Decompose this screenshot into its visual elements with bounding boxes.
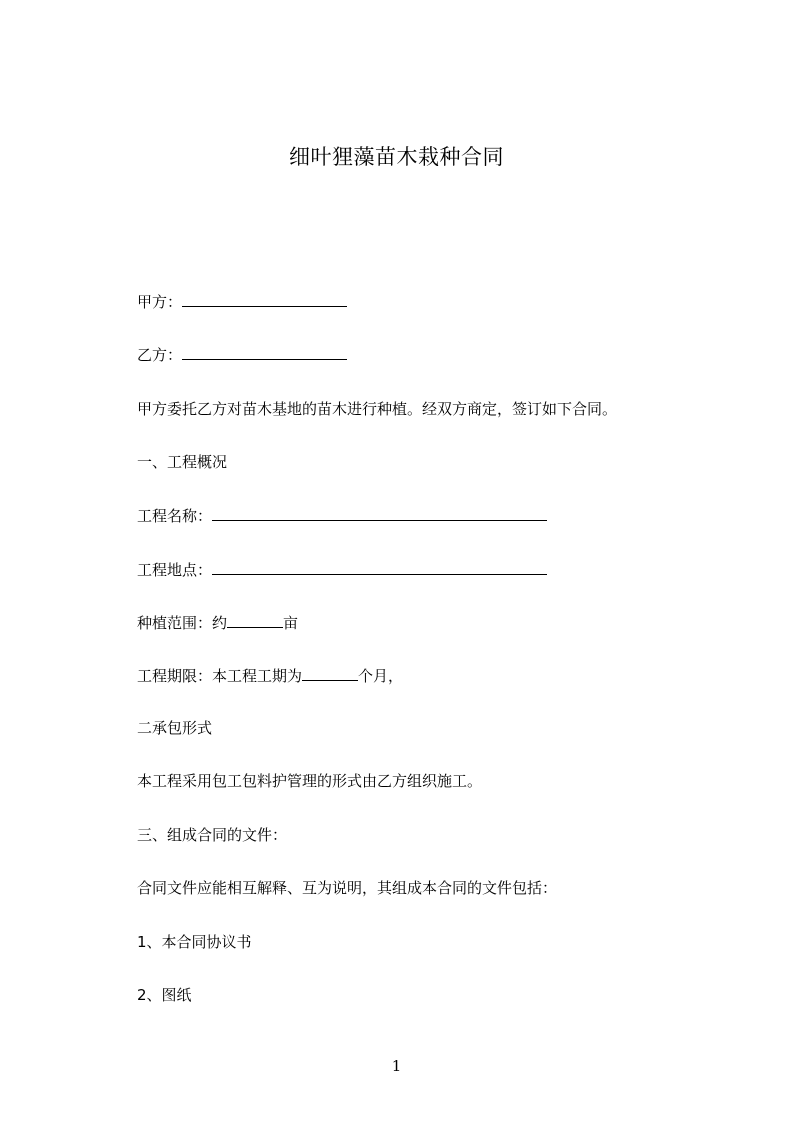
planting-scope-label: 种植范围：约 [137,614,228,632]
section2-body: 本工程采用包工包料护管理的形式由乙方组织施工。 [137,772,483,790]
project-name-label: 工程名称： [137,507,213,525]
planting-scope-blank [227,612,283,628]
project-period-blank [302,665,358,681]
list-item-2: 2、图纸 [137,986,192,1004]
project-period-label: 工程期限：本工程工期为 [137,667,303,685]
document-title: 细叶狸藻苗木栽种合同 [289,145,504,169]
planting-scope-line [137,612,298,633]
party-a-line [137,291,347,312]
project-location-blank [212,559,547,575]
party-a-blank [182,291,347,307]
party-a-label: 甲方： [137,293,183,311]
party-b-label: 乙方： [137,346,183,364]
page-number: 1 [391,1057,402,1075]
project-name-blank [212,505,547,521]
project-location-line [137,559,547,580]
intro-paragraph: 甲方委托乙方对苗木基地的苗木进行种植。经双方商定，签订如下合同。 [137,400,618,418]
project-period-line [137,665,403,686]
list-item-1: 1、本合同协议书 [137,933,252,951]
project-period-unit: 个月， [358,667,404,685]
project-name-line [137,505,547,526]
section1-heading: 一、工程概况 [137,453,228,471]
planting-scope-unit: 亩 [283,614,299,632]
section3-heading: 三、组成合同的文件： [137,826,288,844]
section2-heading: 二承包形式 [137,719,213,737]
section3-body: 合同文件应能相互解释、互为说明，其组成本合同的文件包括： [137,879,558,897]
party-b-blank [182,344,347,360]
project-location-label: 工程地点： [137,561,213,579]
party-b-line [137,344,347,365]
